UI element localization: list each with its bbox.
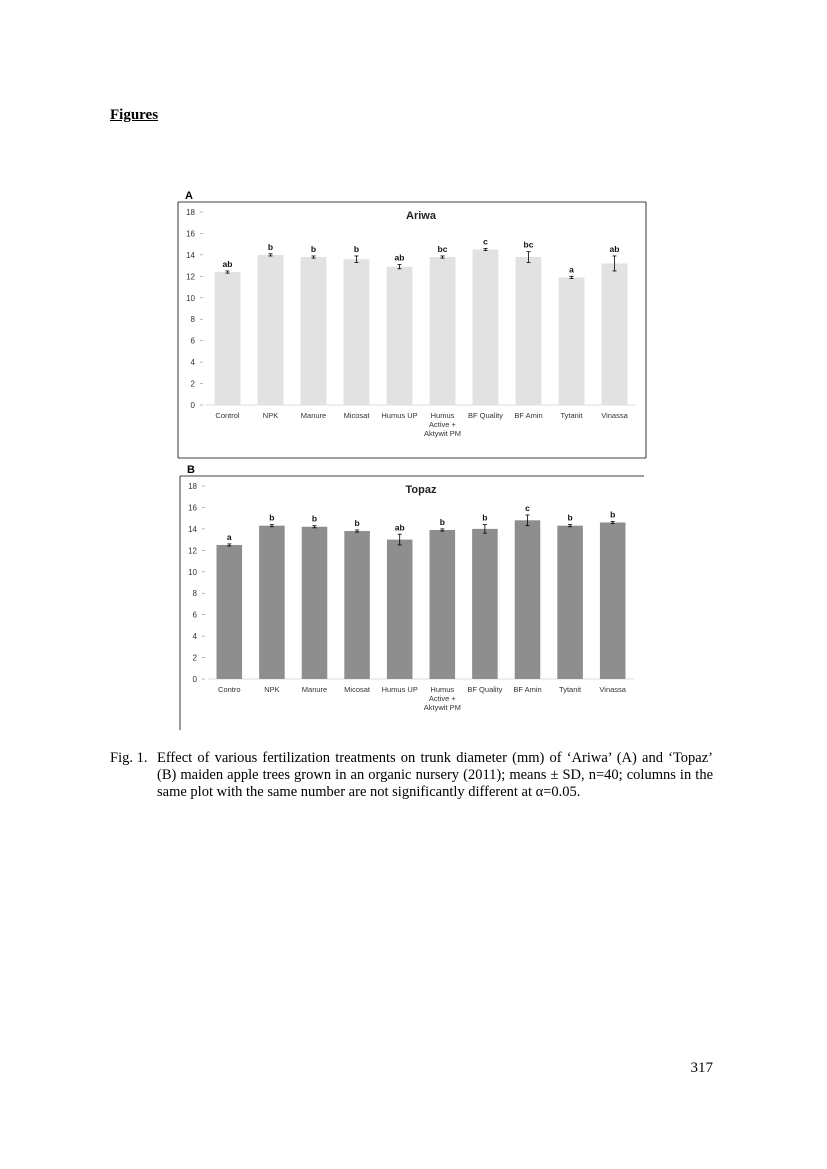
significance-label: bc — [523, 239, 534, 250]
bar — [557, 526, 583, 679]
bar — [344, 259, 370, 405]
y-tick-label: 14 — [188, 524, 197, 534]
figure-caption — [110, 750, 713, 801]
bar — [387, 540, 413, 679]
y-tick-label: 12 — [186, 272, 195, 282]
y-tick-label: 6 — [190, 336, 195, 346]
x-tick-label: Vinassa — [599, 685, 626, 694]
bar — [387, 267, 413, 405]
x-tick-label: Aktywit PM — [423, 429, 462, 438]
significance-label: c — [483, 236, 488, 247]
x-tick-label: NPK — [262, 411, 279, 420]
y-tick-label: 0 — [190, 401, 195, 410]
chart-ariwa — [178, 202, 646, 458]
bar — [258, 255, 284, 405]
y-tick-label: 8 — [190, 315, 195, 325]
bar — [430, 530, 456, 679]
significance-label: b — [567, 512, 573, 523]
bar — [215, 272, 241, 405]
x-tick-label: BF Amin — [513, 685, 542, 694]
panel-label-a: A — [185, 190, 193, 202]
caption-text: Effect of various fertilization treatments on trunk diameter (mm) of ‘Ariwa’ (A) and ‘Topaz’ (B) maiden apple trees grown in an organic nursery (2011); means ± SD, n=40; columns in the same plot with the same number are not significantly different at α=0.05. — [157, 750, 713, 800]
x-tick-label: BF Quality — [467, 411, 504, 420]
x-tick-label: Humus — [430, 685, 455, 694]
y-tick-label: 4 — [190, 358, 195, 368]
x-tick-label: Humus UP — [381, 411, 418, 420]
significance-label: bc — [437, 243, 448, 254]
y-tick-label: 10 — [188, 567, 197, 577]
y-tick-label: 2 — [190, 379, 195, 389]
x-tick-label: Micosat — [343, 411, 370, 420]
x-tick-label: Active + — [428, 694, 456, 703]
bar — [430, 257, 456, 405]
chart-title: Topaz — [405, 484, 437, 496]
y-tick-label: 16 — [186, 229, 195, 239]
y-tick-label: 18 — [186, 208, 195, 217]
significance-label: b — [354, 517, 360, 528]
significance-label: b — [482, 512, 488, 523]
bar — [473, 250, 499, 405]
x-tick-label: Contro — [218, 685, 241, 694]
x-tick-label: Manure — [300, 411, 327, 420]
significance-label: b — [310, 243, 317, 254]
bar — [472, 529, 498, 679]
significance-label: ab — [222, 258, 233, 269]
bar — [344, 531, 370, 679]
significance-label: a — [226, 531, 232, 542]
x-tick-label: Manure — [301, 685, 328, 694]
significance-label: ab — [394, 252, 405, 263]
x-tick-label: Active + — [429, 420, 456, 429]
significance-label: b — [269, 512, 275, 523]
significance-label: b — [353, 243, 360, 254]
y-tick-label: 16 — [188, 503, 197, 513]
y-tick-label: 0 — [192, 675, 197, 684]
y-tick-label: 18 — [188, 482, 197, 491]
bar — [259, 526, 285, 679]
significance-label: b — [439, 516, 445, 527]
y-tick-label: 14 — [186, 250, 195, 260]
x-tick-label: Tytanit — [560, 411, 583, 420]
page-number: 317 — [690, 1060, 713, 1076]
x-tick-label: BF Amin — [514, 411, 543, 420]
chart-title: Ariwa — [406, 210, 436, 222]
bar — [515, 520, 541, 679]
bar — [559, 277, 585, 405]
significance-label: ab — [609, 243, 620, 254]
x-tick-label: Humus UP — [381, 685, 418, 694]
section-heading: Figures — [110, 107, 159, 123]
x-tick-label: Aktywit PM — [423, 703, 461, 712]
y-tick-label: 12 — [188, 546, 197, 556]
bar — [302, 527, 328, 679]
bar — [516, 257, 542, 405]
significance-label: a — [569, 264, 574, 275]
x-tick-label: NPK — [264, 685, 280, 694]
x-tick-label: Control — [215, 411, 240, 420]
significance-label: ab — [394, 522, 405, 533]
x-tick-label: Humus — [430, 411, 455, 420]
x-tick-label: Micosat — [344, 685, 371, 694]
bar — [217, 545, 243, 679]
y-tick-label: 4 — [192, 632, 197, 642]
bar — [301, 257, 327, 405]
significance-label: c — [525, 502, 530, 513]
y-tick-label: 2 — [192, 653, 197, 663]
significance-label: b — [311, 513, 318, 524]
x-tick-label: BF Quality — [467, 685, 503, 694]
bar — [602, 263, 628, 405]
x-tick-label: Vinassa — [601, 411, 628, 420]
panel-label-b: B — [187, 464, 195, 476]
y-tick-label: 6 — [192, 610, 197, 620]
y-tick-label: 8 — [192, 589, 197, 599]
significance-label: b — [610, 509, 616, 520]
x-tick-label: Tytanit — [559, 685, 582, 694]
caption-label: Fig. 1. — [110, 750, 148, 766]
chart-topaz — [180, 476, 644, 730]
significance-label: b — [267, 241, 274, 252]
y-tick-label: 10 — [186, 293, 195, 303]
bar — [600, 522, 626, 679]
